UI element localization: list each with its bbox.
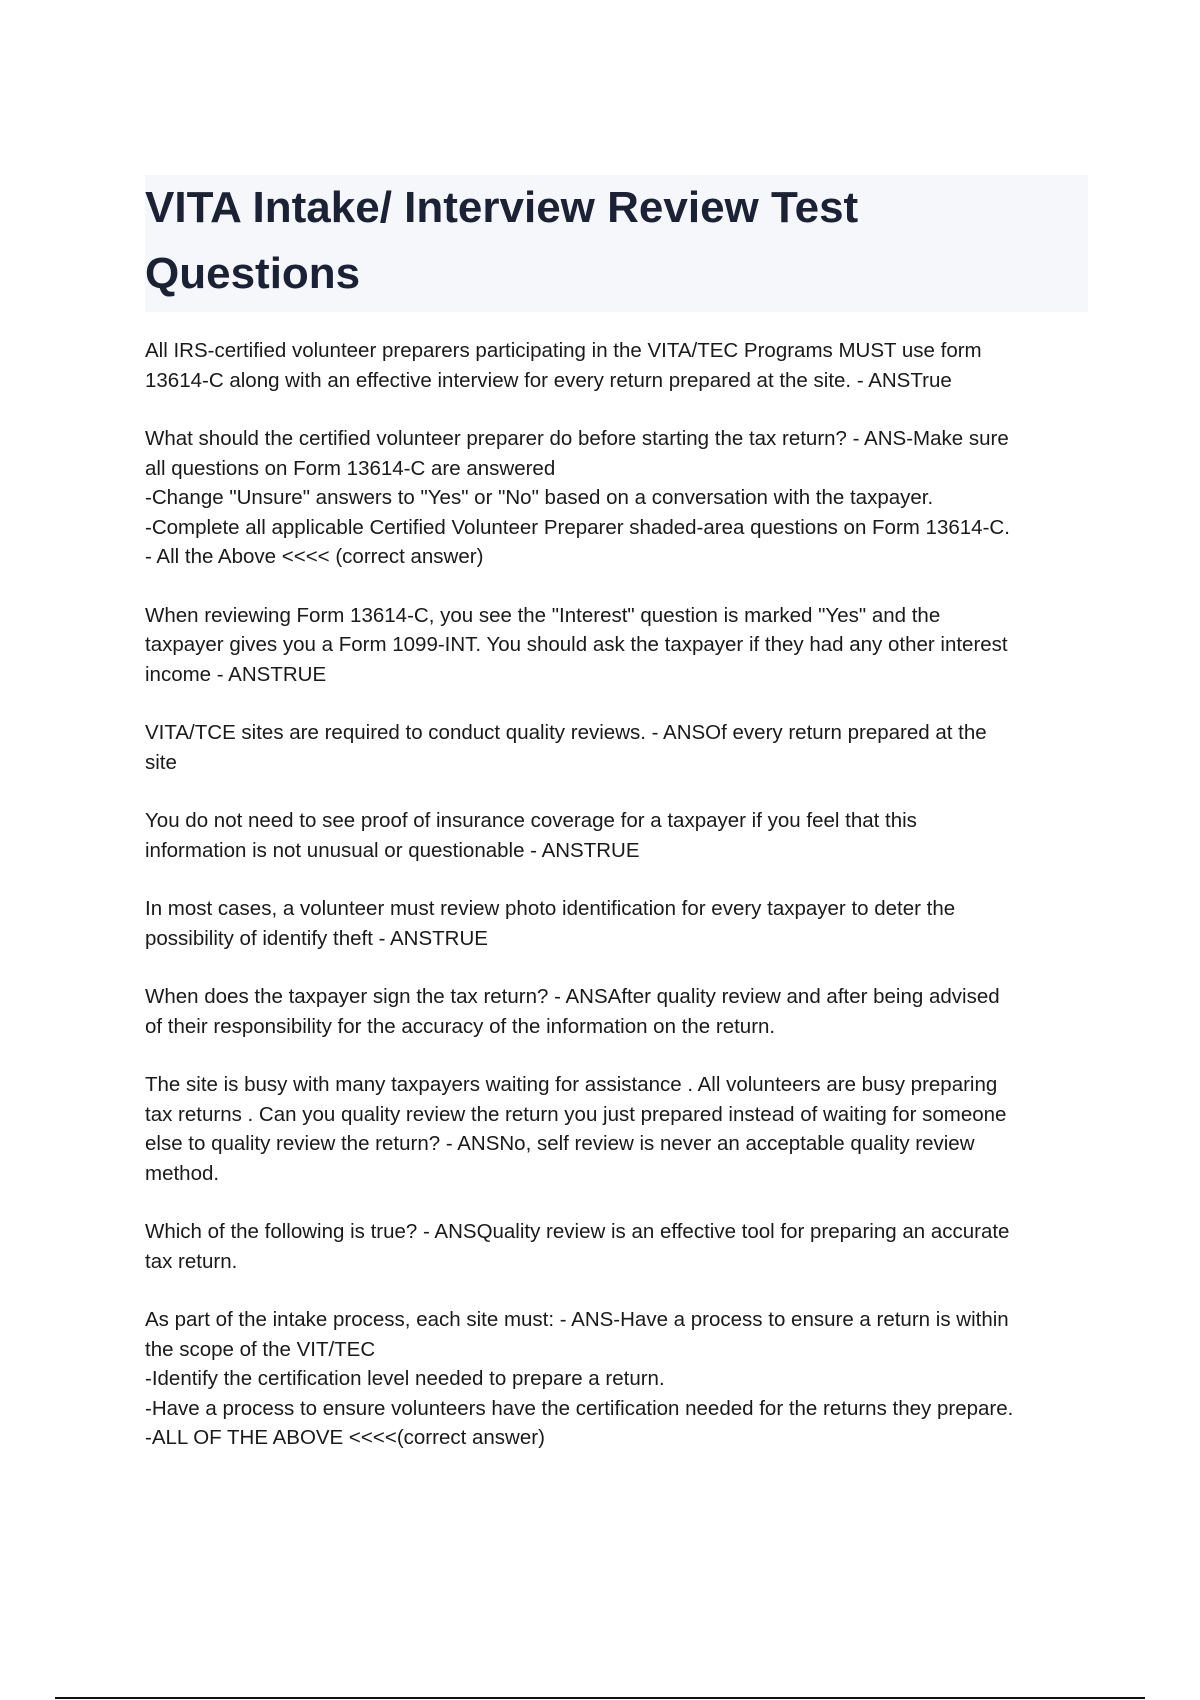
- question-line: As part of the intake process, each site must: - ANS-Have a process to ensure a return is within: [145, 1308, 1009, 1331]
- question-item: [145, 1070, 1090, 1188]
- question-line: When does the taxpayer sign the tax return? - ANSAfter quality review and after being advised: [145, 985, 1000, 1008]
- question-line: 13614-C along with an effective interview for every return prepared at the site. - ANSTrue: [145, 368, 952, 392]
- question-line: When reviewing Form 13614-C, you see the "Interest" question is marked "Yes" and the: [145, 603, 941, 627]
- page-title: [145, 175, 1088, 307]
- question-item: [145, 982, 1090, 1041]
- question-line: What should the certified volunteer preparer do before starting the tax return? - ANS-Make sure: [145, 427, 1009, 450]
- question-item: [145, 1305, 1090, 1453]
- title-line: Questions: [145, 249, 361, 298]
- question-item: [145, 894, 1090, 953]
- question-item: [145, 424, 1090, 572]
- question-line: income - ANSTRUE: [145, 662, 327, 686]
- question-item: [145, 806, 1090, 865]
- title-line: VITA Intake/ Interview Review Test: [145, 183, 859, 232]
- question-line: taxpayer gives you a Form 1099-INT. You should ask the taxpayer if they had any other interest: [145, 633, 1008, 656]
- question-line: All IRS-certified volunteer preparers participating in the VITA/TEC Programs MUST use form: [145, 339, 982, 362]
- question-item: [145, 601, 1090, 690]
- question-line: VITA/TCE sites are required to conduct quality reviews. - ANSOf every return prepared at the: [145, 721, 987, 744]
- question-item: [145, 336, 1090, 395]
- question-list: [145, 336, 1090, 1482]
- question-item: [145, 718, 1090, 777]
- question-line: -Identify the certification level needed to prepare a return.: [145, 1367, 665, 1390]
- question-line: else to quality review the return? - ANSNo, self review is never an acceptable quality review: [145, 1132, 975, 1155]
- question-line: information is not unusual or questionable - ANSTRUE: [145, 838, 640, 862]
- page-bottom-divider: [55, 1697, 1145, 1699]
- question-line: The site is busy with many taxpayers waiting for assistance . All volunteers are busy preparing: [145, 1073, 998, 1096]
- question-line: possibility of identify theft - ANSTRUE: [145, 926, 488, 950]
- question-line: -ALL OF THE ABOVE <<<<(correct answer): [145, 1426, 545, 1449]
- title-banner: [145, 175, 1088, 312]
- question-line: of their responsibility for the accuracy of the information on the return.: [145, 1014, 776, 1038]
- question-line: In most cases, a volunteer must review photo identification for every taxpayer to deter the: [145, 897, 956, 920]
- question-line: tax return.: [145, 1249, 238, 1273]
- question-line: method.: [145, 1161, 220, 1185]
- question-line: - All the Above <<<< (correct answer): [145, 545, 484, 568]
- question-line: tax returns . Can you quality review the return you just prepared instead of waiting for someone: [145, 1102, 1007, 1126]
- question-line: the scope of the VIT/TEC: [145, 1337, 376, 1361]
- question-line: all questions on Form 13614-C are answered: [145, 456, 556, 480]
- question-line: You do not need to see proof of insurance coverage for a taxpayer if you feel that this: [145, 809, 917, 832]
- question-line: -Have a process to ensure volunteers have the certification needed for the returns they prepare.: [145, 1396, 1014, 1420]
- question-line: site: [145, 750, 177, 774]
- question-line: Which of the following is true? - ANSQuality review is an effective tool for preparing an accurate: [145, 1220, 1010, 1243]
- question-item: [145, 1217, 1090, 1276]
- question-line: -Complete all applicable Certified Volunteer Preparer shaded-area questions on Form 13614-C.: [145, 515, 1010, 539]
- question-line: -Change "Unsure" answers to "Yes" or "No" based on a conversation with the taxpayer.: [145, 486, 934, 509]
